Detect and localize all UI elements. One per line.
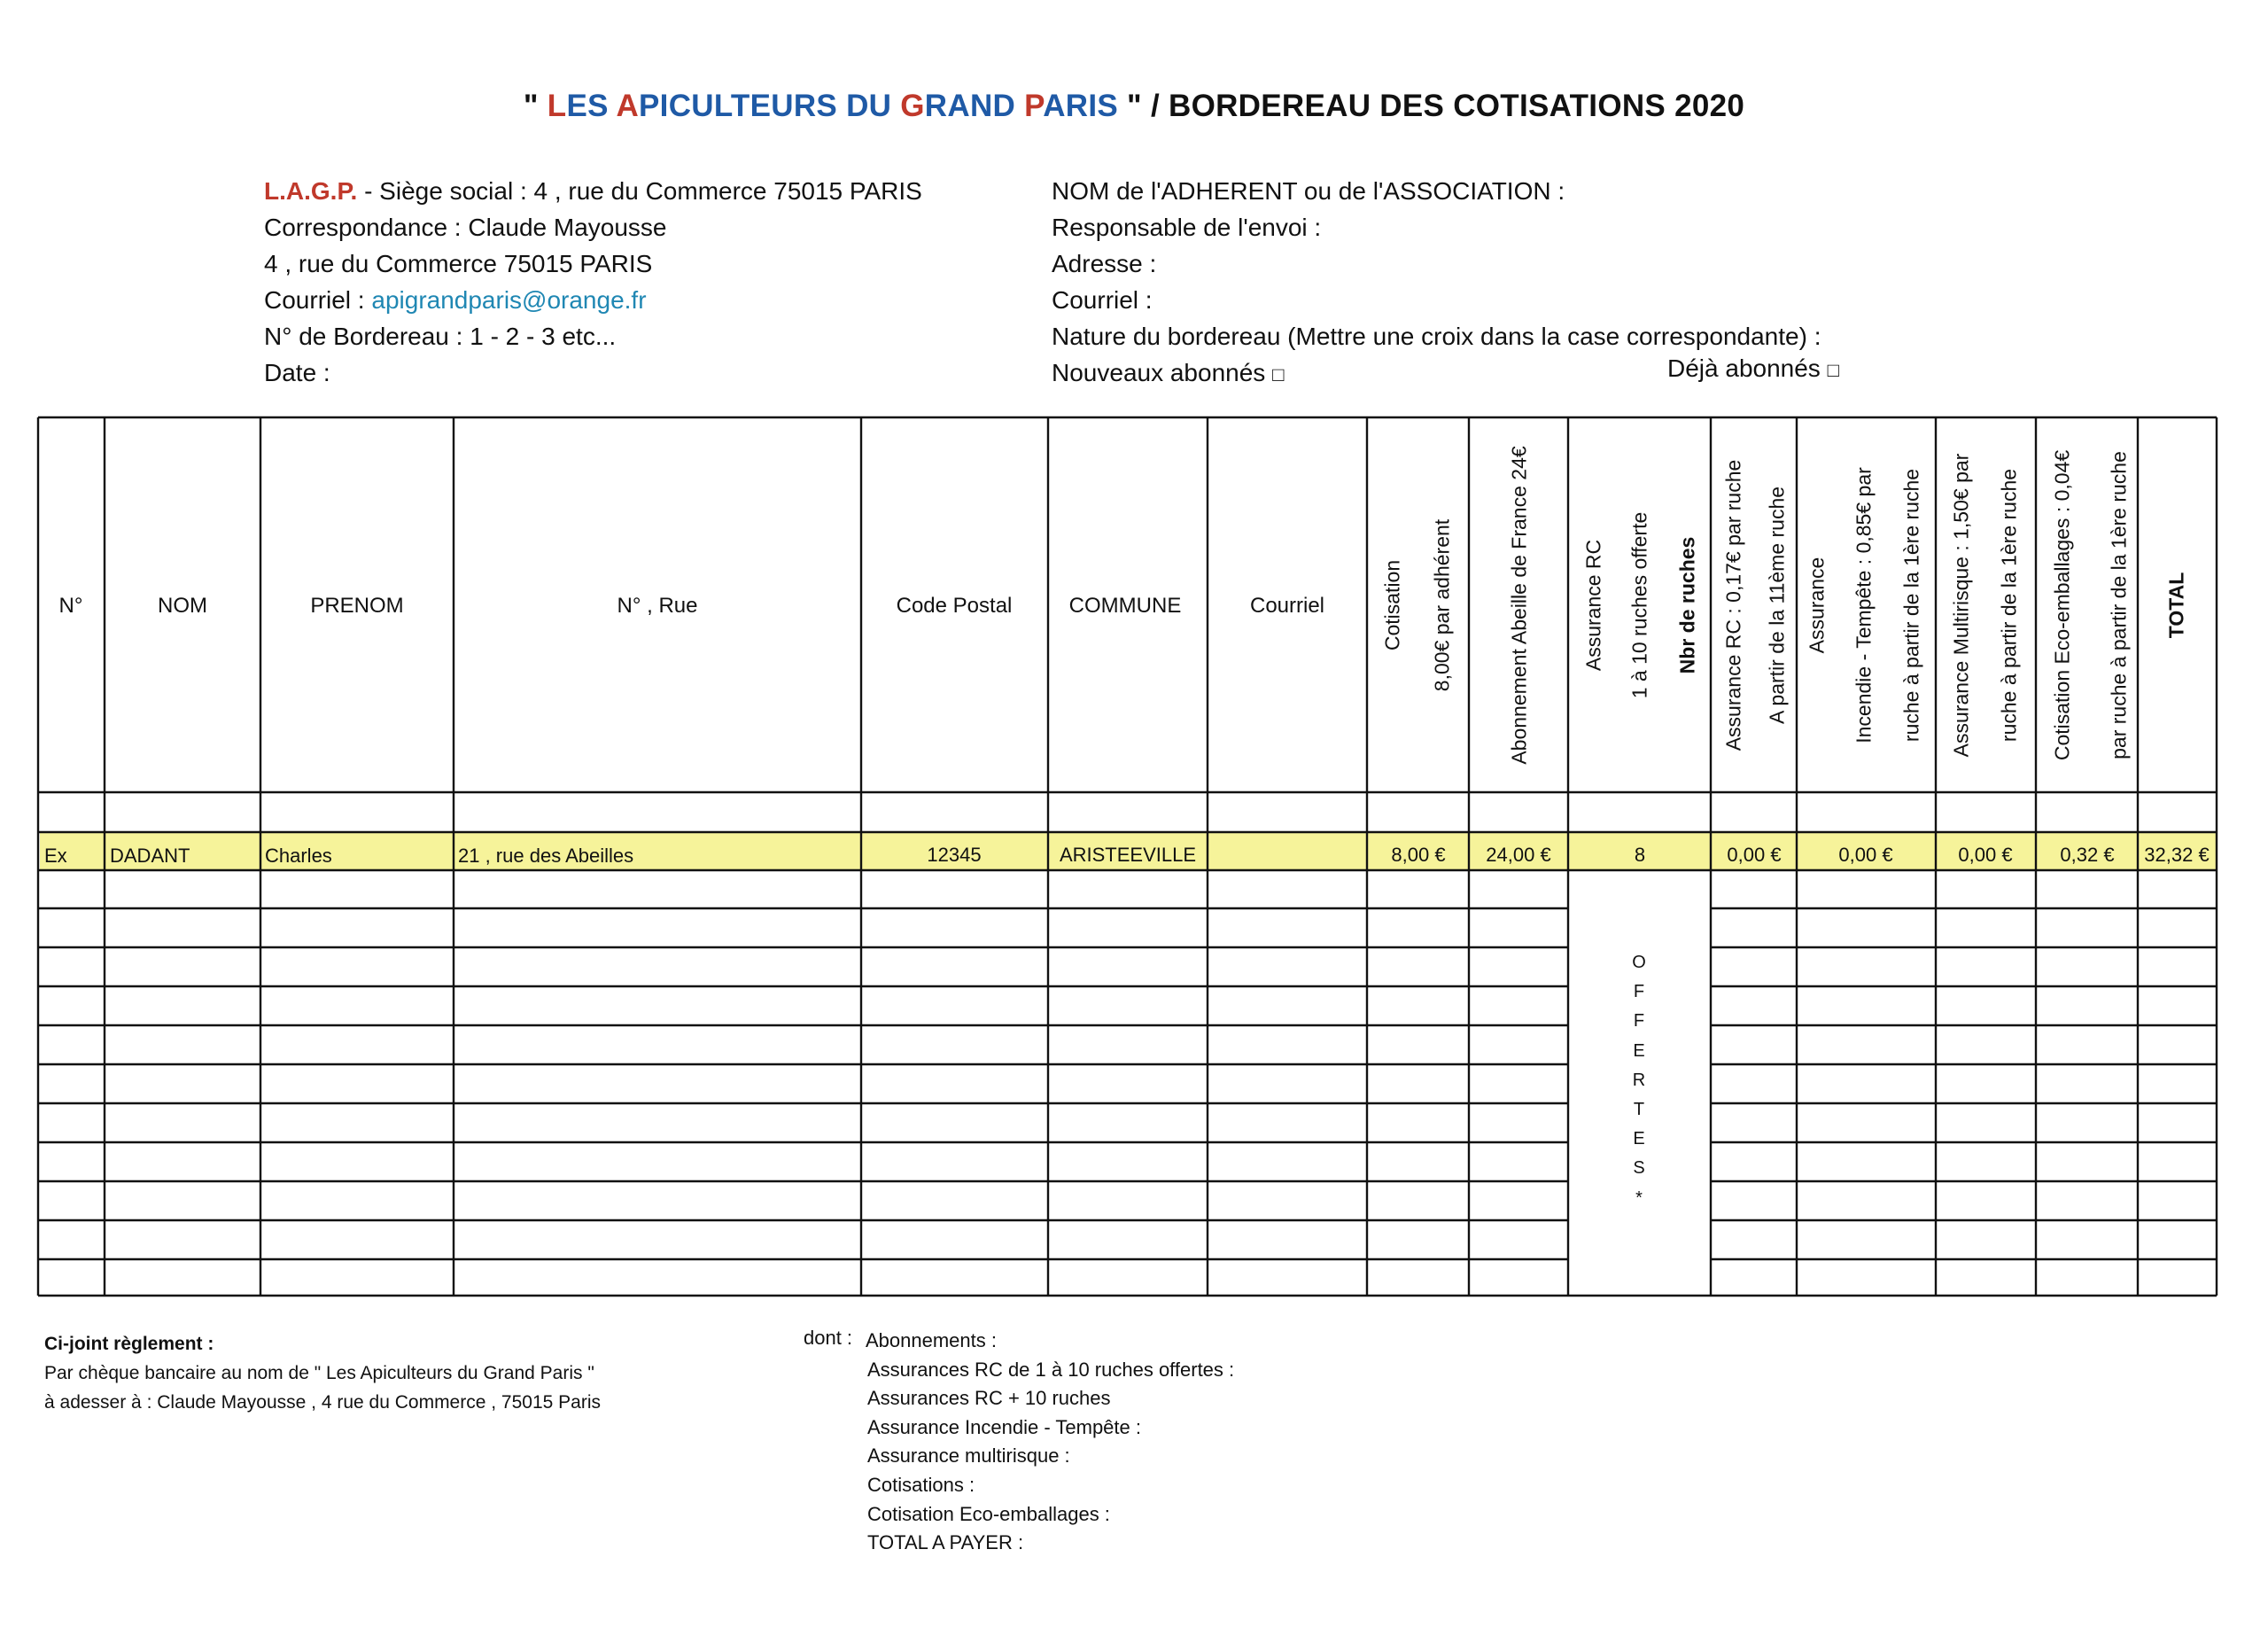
title-letter-g: G [900, 89, 925, 123]
example-eco: 0,32 € [2060, 844, 2115, 866]
deja-line [1667, 354, 1839, 383]
header-courriel: Courriel [1249, 594, 1325, 618]
header-commune: COMMUNE [1068, 594, 1182, 618]
title-letter-p: P [1024, 89, 1044, 123]
example-commune: ARISTEEVILLE [1059, 844, 1197, 866]
page-title [0, 89, 2268, 124]
offertes-letter: S [1633, 1158, 1645, 1179]
header-rue: N° , Rue [617, 594, 698, 618]
header-multirisque-line1: Assurance Multirisque : 1,50€ par [1949, 453, 1973, 758]
offertes-letter: F [1633, 1011, 1645, 1032]
example-prenom: Charles [265, 845, 332, 867]
title-word-grand: RAND [924, 89, 1025, 123]
summary-incendie: Assurance Incendie - Tempête : [867, 1415, 1141, 1438]
example-num: Ex [44, 845, 67, 867]
offertes-letter: F [1633, 982, 1645, 1002]
header-code-postal: Code Postal [896, 594, 1013, 618]
header-rc11-line1: Assurance RC : 0,17€ par ruche [1721, 459, 1745, 751]
association-info [264, 173, 922, 391]
offertes-column-text [1626, 948, 1652, 1213]
correspondance-line: Correspondance : Claude Mayousse [264, 214, 667, 241]
example-code-postal: 12345 [927, 844, 982, 866]
header-cotisation-line1: Cotisation [1380, 559, 1404, 651]
offertes-letter: R [1632, 1070, 1646, 1090]
address-line: 4 , rue du Commerce 75015 PARIS [264, 250, 653, 277]
adherent-name-field[interactable]: NOM de l'ADHERENT ou de l'ASSOCIATION : [1052, 177, 1565, 205]
title-word-les: ES [566, 89, 617, 123]
siege-line [264, 173, 922, 209]
header-eco-line1: Cotisation Eco-emballages : 0,04€ [2050, 449, 2074, 761]
offertes-letter: E [1633, 1129, 1645, 1149]
title-letter-l: L [547, 89, 567, 123]
lagp-acronym: L.A.G.P. [264, 177, 358, 205]
example-cotisation: 8,00 € [1391, 844, 1446, 866]
cheque-line: Par chèque bancaire au nom de " Les Apiculteurs du Grand Paris " [44, 1363, 594, 1383]
nature-line: Nature du bordereau (Mettre une croix dans la case correspondante) : [1052, 323, 1821, 350]
offertes-letter: * [1635, 1187, 1643, 1208]
date-line: Date : [264, 359, 330, 386]
title-letter-a: A [616, 89, 640, 123]
header-incendie-line1: Assurance [1805, 557, 1829, 654]
bordereau-number-line: N° de Bordereau : 1 - 2 - 3 etc... [264, 323, 617, 350]
header-cotisation-line2: 8,00€ par adhérent [1430, 518, 1454, 692]
adresse-field[interactable]: Adresse : [1052, 250, 1157, 277]
deja-label: Déjà abonnés [1667, 354, 1828, 382]
nouveaux-label: Nouveaux abonnés [1052, 359, 1273, 386]
example-total: 32,32 € [2144, 844, 2210, 866]
courriel-line [264, 282, 922, 318]
summary-abonnements: Abonnements : [866, 1329, 997, 1351]
summary-rc-offertes: Assurances RC de 1 à 10 ruches offertes : [867, 1358, 1235, 1381]
header-total: TOTAL [2164, 572, 2188, 639]
header-prenom: PRENOM [310, 594, 404, 618]
summary-eco: Cotisation Eco-emballages : [867, 1502, 1110, 1525]
header-multirisque-line2: ruche à partir de la 1ère ruche [1997, 468, 2021, 743]
header-rc-line2: 1 à 10 ruches offerte [1627, 511, 1651, 699]
summary-list [866, 1327, 1234, 1558]
title-quote-close: " [1118, 89, 1142, 123]
siege-text: - Siège social : 4 , rue du Commerce 75015 PARIS [357, 177, 922, 205]
summary-total: TOTAL A PAYER : [867, 1531, 1024, 1554]
example-nom: DADANT [110, 845, 190, 867]
dont-label: dont : [804, 1327, 853, 1349]
title-word-paris: ARIS [1043, 89, 1119, 123]
example-rc11: 0,00 € [1727, 844, 1782, 866]
header-incendie-line3: ruche à partir de la 1ère ruche [1899, 468, 1923, 743]
offertes-letter: T [1633, 1100, 1645, 1120]
deja-checkbox[interactable]: □ [1827, 359, 1839, 381]
header-rc11-line2: A partir de la 11ème ruche [1765, 486, 1789, 725]
header-nbr-ruches: Nbr de ruches [1675, 536, 1699, 674]
summary-cotisations: Cotisations : [867, 1473, 975, 1496]
summary-rc-plus-10: Assurances RC + 10 ruches [867, 1387, 1111, 1410]
reglement-title: Ci-joint règlement : [44, 1334, 214, 1354]
header-abonnement: Abonnement Abeille de France 24€ [1507, 446, 1531, 765]
header-eco-line2: par ruche à partir de la 1ère ruche [2107, 451, 2131, 759]
title-word-apiculteurs: PICULTEURS DU [639, 89, 901, 123]
title-quote-open: " [523, 89, 548, 123]
nouveaux-checkbox[interactable]: □ [1272, 363, 1285, 385]
example-incendie: 0,00 € [1838, 844, 1893, 866]
header-nom: NOM [158, 594, 207, 618]
courriel-email-link[interactable]: apigrandparis@orange.fr [371, 286, 647, 314]
summary-multirisque: Assurance multirisque : [867, 1444, 1070, 1468]
header-num: N° [58, 594, 83, 618]
courriel-field[interactable]: Courriel : [1052, 286, 1153, 314]
offertes-letter: O [1632, 953, 1646, 972]
example-rue: 21 , rue des Abeilles [458, 845, 634, 867]
responsable-field[interactable]: Responsable de l'envoi : [1052, 214, 1322, 241]
header-rc-line1: Assurance RC [1581, 539, 1605, 672]
title-suffix: / BORDEREAU DES COTISATIONS 2020 [1141, 89, 1745, 123]
example-multirisque: 0,00 € [1958, 844, 2013, 866]
offertes-letter: E [1633, 1040, 1645, 1061]
courriel-label: Courriel : [264, 286, 372, 314]
example-nbr-ruches: 8 [1634, 844, 1646, 866]
header-incendie-line2: Incendie - Tempête : 0,85€ par [1852, 467, 1876, 744]
reglement-block [44, 1329, 601, 1417]
example-abonnement: 24,00 € [1486, 844, 1551, 866]
adresser-line: à adesser à : Claude Mayousse , 4 rue du Commerce , 75015 Paris [44, 1392, 601, 1413]
